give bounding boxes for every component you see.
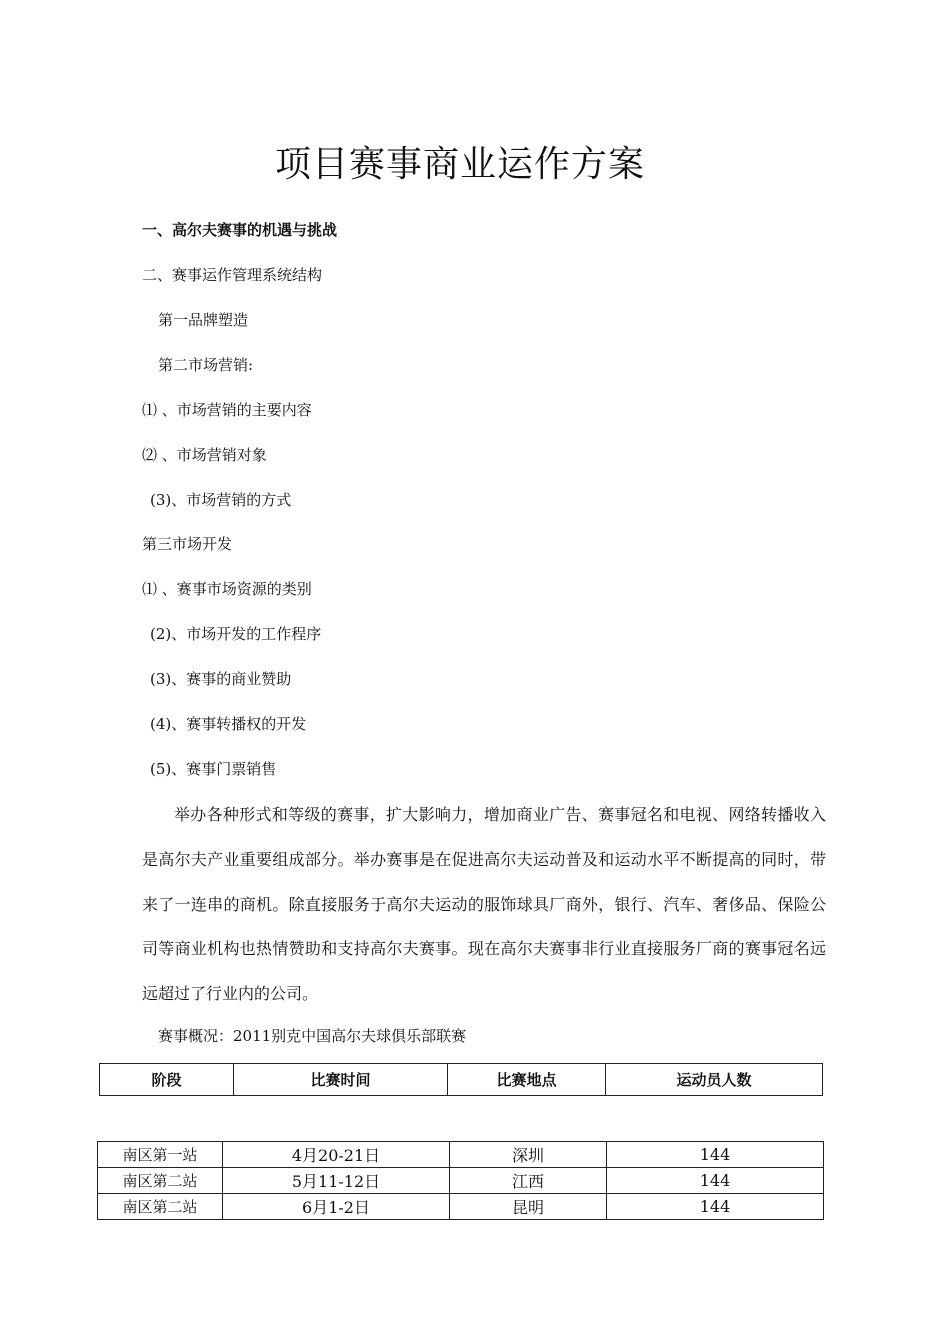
outline-heading-1: 一、高尔夫赛事的机遇与挑战 [142,221,338,239]
table-row [98,1142,824,1168]
cell-time: 4月20-21日 [223,1142,450,1168]
column-header-time: 比赛时间 [234,1064,448,1096]
table-header [99,1063,823,1096]
body-paragraph: 举办各种形式和等级的赛事，扩大影响力，增加商业广告、赛事冠名和电视、网络转播收入是高尔夫产业重要组成部分。举办赛事是在促进高尔夫运动普及和运动水平不断提高的同时，带来了一连串的商机。除直接服务于高尔夫运动的服饰球具厂商外，银行、汽车、奢侈品、保险公司等商业机构也热情赞助和支持高尔夫赛事。现在高尔夫赛事非行业直接服务厂商的赛事冠名远远超过了行业内的公司。 [142,805,826,1004]
cell-location: 江西 [450,1168,607,1194]
header-row [100,1064,823,1096]
cell-stage: 南区第二站 [98,1168,223,1194]
outline-item: (4)、赛事转播权的开发 [150,715,307,733]
table-row [98,1168,824,1194]
cell-time: 6月1-2日 [223,1194,450,1220]
outline-item: (3)、赛事的商业赞助 [150,670,292,688]
outline-item: (2)、市场开发的工作程序 [150,625,322,643]
cell-location: 深圳 [450,1142,607,1168]
column-header-stage: 阶段 [100,1064,234,1096]
outline-item: ⑴ 、市场营销的主要内容 [142,401,312,419]
cell-time: 5月11-12日 [223,1168,450,1194]
cell-players: 144 [607,1142,824,1168]
cell-location: 昆明 [450,1194,607,1220]
outline-item: 第三市场开发 [142,535,233,553]
table-row [98,1194,824,1220]
outline-heading-2: 二、赛事运作管理系统结构 [142,266,323,284]
outline-item: (5)、赛事门票销售 [150,760,277,778]
outline-item: (3)、市场营销的方式 [150,491,292,509]
column-header-players: 运动员人数 [606,1064,823,1096]
outline-item: ⑴ 、赛事市场资源的类别 [142,580,312,598]
cell-players: 144 [607,1194,824,1220]
cell-stage: 南区第一站 [98,1142,223,1168]
table-caption: 赛事概况：2011别克中国高尔夫球俱乐部联赛 [158,1027,467,1045]
column-header-location: 比赛地点 [448,1064,606,1096]
outline-item: ⑵ 、市场营销对象 [142,446,267,464]
outline-item: 第二市场营销: [158,356,254,374]
document-title: 项目赛事商业运作方案 [274,144,645,186]
cell-stage: 南区第二站 [98,1194,223,1220]
schedule-table [97,1141,824,1220]
cell-players: 144 [607,1168,824,1194]
outline-item: 第一品牌塑造 [158,311,249,329]
